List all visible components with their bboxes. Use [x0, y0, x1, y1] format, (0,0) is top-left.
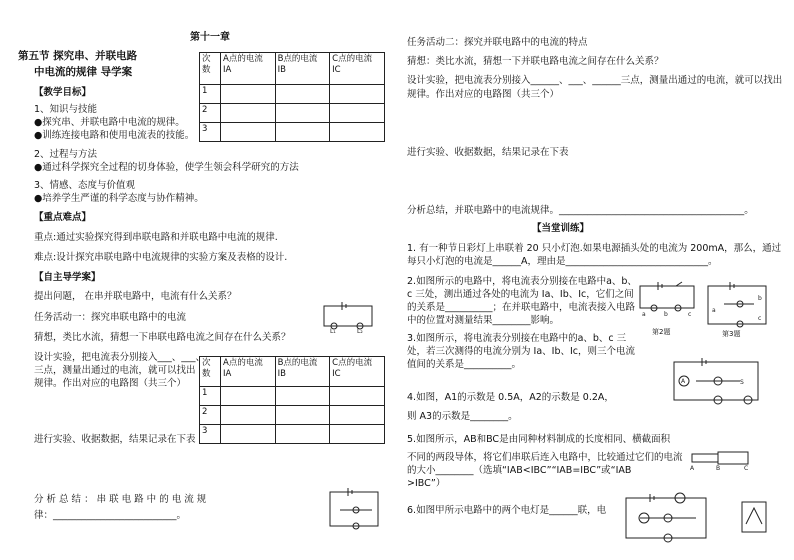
data-table-2 [199, 356, 385, 444]
question-2c: 的关系是__________；在并联电路中，电流表接入电路 [407, 302, 636, 313]
series-circuit-figure [320, 302, 376, 335]
svg-text:c: c [688, 311, 692, 318]
practice-heading: 【当堂训练】 [532, 223, 590, 234]
svg-text:c: c [758, 315, 762, 322]
question-6-circuit-figure [620, 492, 712, 544]
design-1a: 设计实验，把电流表分别接入___、___、 [34, 352, 206, 363]
question-5-conductor-figure [690, 448, 750, 470]
svg-text:b: b [758, 295, 762, 302]
objective-3a: ●培养学生严谨的科学态度与协作精神。 [34, 193, 204, 204]
experiment-1: 进行实验、收据数据，结果记录在下表 [34, 434, 196, 445]
table-header-b: B点的电流 IB [275, 357, 330, 387]
question-1b: 每只小灯泡的电流是______A，理由是______________________________。 [407, 256, 718, 267]
svg-text:L₁: L₁ [330, 328, 336, 335]
svg-text:b: b [664, 311, 668, 318]
question-5b: 不同的两段导体，将它们串联后连入电路中，比较通过它们的电流 [407, 452, 683, 463]
objective-3: 3、情感、态度与价值观 [34, 180, 136, 191]
table-row-label: 1 [200, 85, 221, 104]
table-row-label: 3 [200, 123, 221, 142]
figure-2-label: 第2题 [652, 328, 671, 336]
guess-2: 猜想：类比水流，猜想一下并联电路电流之间存在什么关系？ [407, 56, 664, 67]
objective-1b: ●训练连接电路和使用电流表的技能。 [34, 130, 195, 141]
question-2d: 中的位置对测量结果________影响。 [407, 315, 560, 326]
table-header-a: A点的电流 IA [221, 357, 276, 387]
svg-text:A: A [690, 465, 695, 472]
table-header-count: 次数 [200, 53, 221, 85]
question-2b: c 三处，测出通过各处的电流为 Ia、Ib、Ic，它们之间 [407, 289, 634, 300]
question-5d: >IBC”） [407, 478, 446, 489]
keypoint-1: 重点:通过实验探究得到串联电路和并联电路中电流的规律. [34, 232, 278, 243]
table-row-label: 3 [200, 425, 221, 444]
selfstudy-heading: 【自主导学案】 [34, 272, 101, 283]
question-3a: 3.如图所示，将电流表分别接在电路中的a、b、c 三 [407, 333, 627, 344]
task-1-title: 任务活动一：探究串联电路中的电流 [34, 312, 187, 323]
svg-text:S: S [740, 379, 744, 386]
summary-1a: 分 析 总 结 ： 串 联 电 路 中 的 电 流 规 [34, 494, 207, 505]
table-header-b: B点的电流 IB [275, 53, 330, 85]
table-row-label: 2 [200, 104, 221, 123]
task-2-title: 任务活动二：探究并联电路中的电流的特点 [407, 37, 588, 48]
question-5c: 的大小________（选填“IAB<IBC”“IAB=IBC”或“IAB [407, 465, 632, 476]
data-table-1 [199, 52, 385, 142]
objectives-heading: 【教学目标】 [34, 87, 92, 98]
table-header-c: C点的电流 IC [330, 357, 385, 387]
objective-2a: ●通过科学探究全过程的切身体验，使学生领会科学研究的方法 [34, 162, 299, 173]
question-4a: 4.如图，A1的示数是 0.5A，A2的示数是 0.2A， [407, 392, 614, 403]
summary-2: 分析总结，并联电路中的电流规律。_______________________________________。 [407, 205, 754, 216]
objective-1a: ●探究串、并联电路中电流的规律。 [34, 117, 185, 128]
question-text: 提出问题， 在串并联电路中，电流有什么关系？ [34, 291, 237, 302]
figure-3-label: 第3题 [722, 330, 741, 338]
design-1c: 规律。作出对应的电路图（共三个） [34, 378, 187, 389]
ammeter-dial-figure [740, 500, 770, 540]
question-4b: 则 A3的示数是________。 [407, 411, 518, 422]
experiment-2: 进行实验、收据数据，结果记录在下表 [407, 147, 569, 158]
question-3b: 处，若三次测得的电流分别为 Ia、Ib、Ic，则三个电流 [407, 346, 636, 357]
svg-text:A: A [681, 378, 686, 385]
svg-text:B: B [716, 465, 721, 472]
keypoint-2: 难点:设计探究串联电路中电流规律的实验方案及表格的设计. [34, 252, 288, 263]
table-header-count: 次数 [200, 357, 221, 387]
question-4-circuit-figure [668, 356, 762, 406]
objective-1: 1、知识与技能 [34, 104, 98, 115]
summary-1b: 律：__________________________。 [34, 510, 187, 521]
design-1b: 三点，测量出通过的电流，就可以找出 [34, 365, 196, 376]
svg-text:L₂: L₂ [357, 328, 363, 335]
question-3c: 值间的关系是__________。 [407, 359, 522, 370]
question-2a: 2.如图所示的电路中，将电流表分别接在电路中a、b、 [407, 276, 637, 287]
design-2b: 规律。作出对应的电路图（共三个） [407, 89, 560, 100]
question-2-circuit-figure [636, 282, 698, 326]
question-5a: 5.如图所示，AB和BC是由同种材料制成的长度相同、横截面积 [407, 434, 671, 445]
question-6: 6.如图甲所示电路中的两个电灯是______联，电 [407, 505, 607, 516]
svg-text:C: C [744, 465, 749, 472]
svg-text:a: a [642, 311, 646, 318]
parallel-circuit-figure [326, 488, 382, 530]
table-row-label: 1 [200, 387, 221, 406]
guess-1: 猜想，类比水流，猜想一下串联电路电流之间存在什么关系？ [34, 332, 291, 343]
svg-text:a: a [712, 307, 716, 314]
design-2a: 设计实验，把电流表分别接入______、___、______三点，测量出通过的电流，就可以找出 [407, 75, 783, 86]
section-title-line2: 中电流的规律 导学案 [34, 66, 133, 78]
table-header-a: A点的电流 IA [221, 53, 276, 85]
section-title-line1: 第五节 探究串、并联电路 [18, 50, 138, 62]
chapter-heading: 第十一章 [190, 32, 230, 43]
question-3-circuit-figure [704, 282, 770, 330]
keypoints-heading: 【重点难点】 [34, 212, 92, 223]
table-row-label: 2 [200, 406, 221, 425]
table-header-c: C点的电流 IC [330, 53, 385, 85]
question-1a: 1. 有一种节日彩灯上串联着 20 只小灯泡.如果电源插头处的电流为 200mA，那么，通过 [407, 243, 782, 254]
objective-2: 2、过程与方法 [34, 149, 98, 160]
